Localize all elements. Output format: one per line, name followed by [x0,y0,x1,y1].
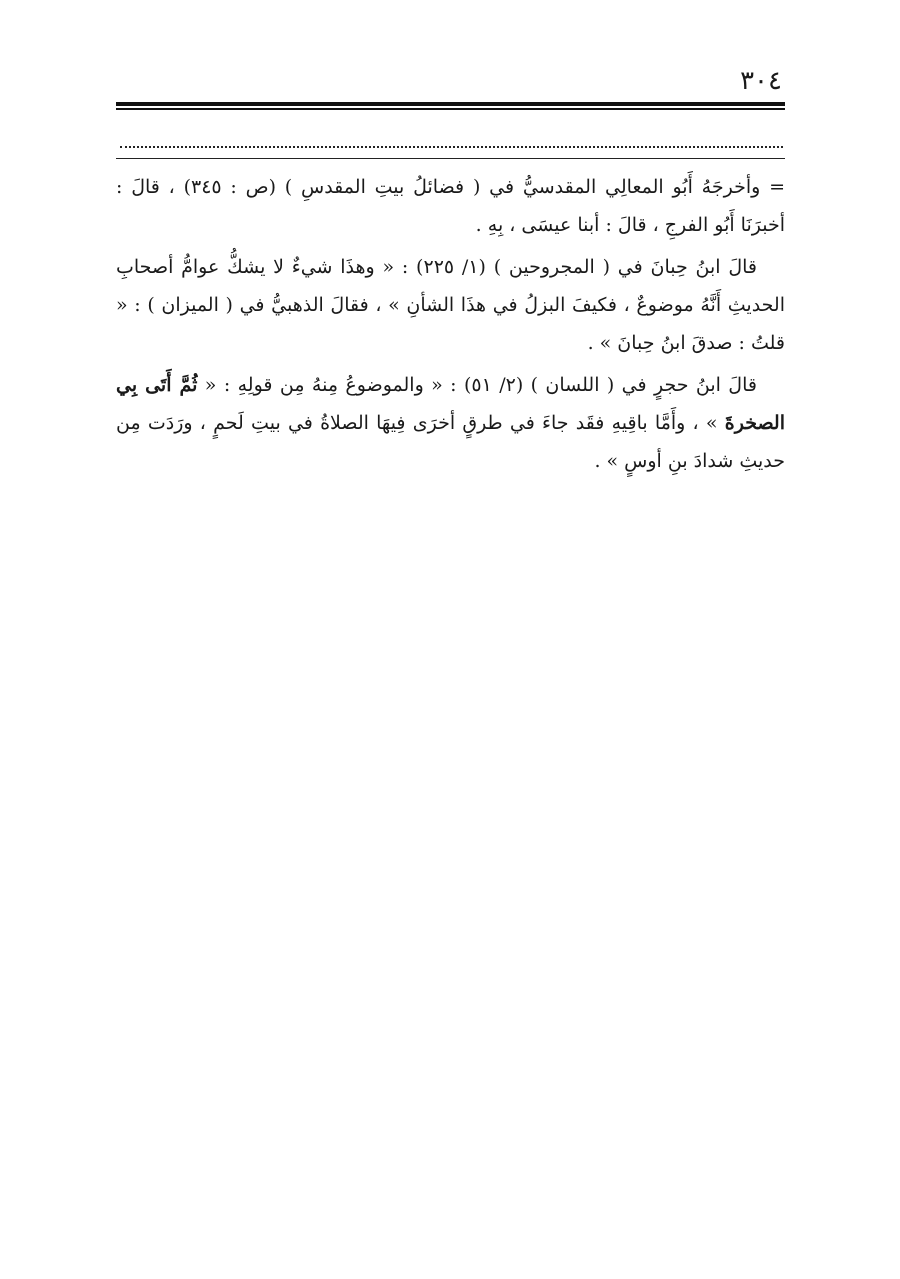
paragraph-1-text: = وأخرجَهُ أَبُو المعالِي المقدسيُّ في ( فضائلُ بيتِ المقدسِ ) (ص : ٣٤٥) ، قالَ : أخبرَنَا أَبُو الفرجِ ، قالَ : أبنا عيسَى ، بِهِ . [116,176,785,236]
header-rule-thick [116,102,785,106]
footnote-paragraph-2 [116,248,785,362]
footnote-paragraph-3 [116,366,785,480]
paragraph-3-text-start: قالَ ابنُ حجرٍ في ( اللسان ) (٢/ ٥١) : « والموضوعُ مِنهُ مِن قولِهِ : « [197,374,757,396]
footnote-text [116,168,785,484]
page-number: ٣٠٤ [740,66,782,96]
header-rule-thin [116,108,785,110]
paragraph-3-quote-bold: ثُمَّ أَتَى بِي الصخرةَ [116,374,785,434]
paragraph-2-text: قالَ ابنُ حِبانَ في ( المجروحين ) (١/ ٢٢٥) : « وهذَا شيءٌ لا يشكُّ عوامُّ أصحابِ الحديثِ أَنَّهُ موضوعٌ ، فكيفَ البزلُ في هذَا الشأنِ » ، فقالَ الذهبيُّ في ( الميزان ) : « قلتُ : صدقَ ابنُ حِبانَ » . [116,256,785,354]
paragraph-3-text-end: » ، وأَمَّا باقِيهِ فقَد جاءَ في طرقٍ أخرَى فِيهَا الصلاةُ في بيتِ لَحمٍ ، ورَدَت مِن حديثِ شدادَ بنِ أوسٍ » . [116,412,785,472]
footnote-rule [116,158,785,159]
footnote-paragraph-1 [116,168,785,244]
dotted-separator [120,146,783,148]
